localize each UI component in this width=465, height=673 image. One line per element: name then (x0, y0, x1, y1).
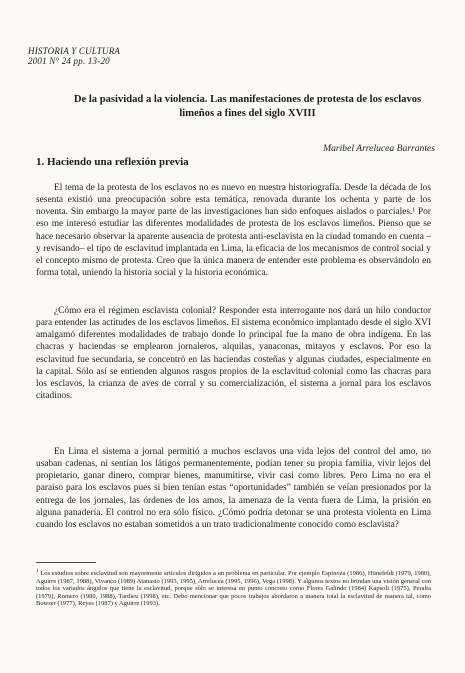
body-paragraph (36, 305, 431, 402)
journal-name: HISTORIA Y CULTURA (28, 46, 121, 56)
paragraph-text: En Lima el sistema a jornal permitió a muchos esclavos una vida lejos del control del amo, no usaban cadenas, ni sentían los látigos permanentemente, podían tener su propia familia, vivir lejos del propietario, ganar dinero, comprar bienes, manumitirse, vivir casi como libres. Pero Lima no era el paraíso para los esclavos pues si bien tenían estas “oportunidades” también se veían presionados por la entrega de los jornales, las órdenes de los amos, la amenaza de la venta fuera de Lima, la prisión en alguna panadería. El control no era sólo físico. ¿Cómo podría detonar se una protesta violenta en Lima cuando los esclavos no estaban sometidos a un trato tradicionalmente conocido como esclavista? (36, 447, 431, 530)
body-paragraph (36, 182, 431, 279)
body-paragraph (36, 446, 431, 531)
article-author: Maribel Arrelucea Barrantes (323, 143, 435, 154)
journal-header (28, 46, 120, 66)
paragraph-text: El tema de la protesta de los esclavos no es nuevo en nuestra historiografía. Desde la década de los sesenta existió una preocupación sobre esta temática, renovada durante los ochenta y parte de los noventa. Sin embargo la mayor parte de las investigaciones han sido enfoques aislados o parciales.¹ Por eso me interesó estudiar las diferentes modalidades de protesta de los esclavos limeños. Pienso que se hace necesario observar la aparente ausencia de protesta anti-esclavista en la ciudad tomando en cuenta –y revisando– el tipo de esclavitud implantada en Lima, la eficacia de los mecanismos de control social y el concepto mismo de protesta. Creo que la única manera de entender este problema es observándolo en forma total, uniendo la historia social y la historia económica. (36, 183, 431, 279)
footnote-text: Los estudios sobre esclavitud son mayormente artículos dirigidos a un problema en particular. Por ejemplo Espinoza (1986), Hünefeldt (1979, 1980), Aguirre (1987, 1988), Vivanco (1989) Atanasio (1993, 1995), Arrelucea (1995, 1996), Vega (1998). Y algunos textos no brindan una visión general con todos los variados ángulos que tiene la esclavitud, porque sólo se interesa en punto concreto como Flores Galindo (1984) Kapsoli (1975), Peralta (1979), Romero (1980, 1988), Tardieu (1998), etc. Debo mencionar que pocos trabajos abordaron a manera total la esclavitud de manera tal, como Bowser (1977), Reyes (1987) y Aguirre (1993). (36, 570, 431, 608)
article-title: De la pasividad a la violencia. Las manifestaciones de protesta de los esclavos limeños a fines del siglo XVIII (73, 94, 422, 119)
footnote-marker: 1 (36, 568, 39, 574)
footnote-divider (36, 562, 96, 563)
section-heading: 1. Haciendo una reflexión previa (36, 156, 189, 168)
footnote (36, 570, 431, 608)
journal-issue: 2001 N° 24 pp. 13-20 (28, 56, 110, 66)
paragraph-text: ¿Cómo era el régimen esclavista colonial? Responder esta interrogante nos dará un hilo conductor para entender las actitudes de los esclavos limeños. El sistema económico implantado desde el siglo XVI amalgamó diferentes modalidades de trabajo donde lo principal fue la mano de obra indígena. En las chacras y haciendas se emplearon jornaleros, alquilas, yanaconas, mitayos y esclavos. Por eso la esclavitud fue secundaria, se concentró en las haciendas costeñas y algunas ciudades, especialmente en la capital. Sólo así se entienden algunos rasgos propios de la esclavitud colonial como las chacras para los esclavos, la crianza de aves de corral y su comercialización, el sistema a jornal para los esclavos citadinos. (36, 306, 431, 402)
